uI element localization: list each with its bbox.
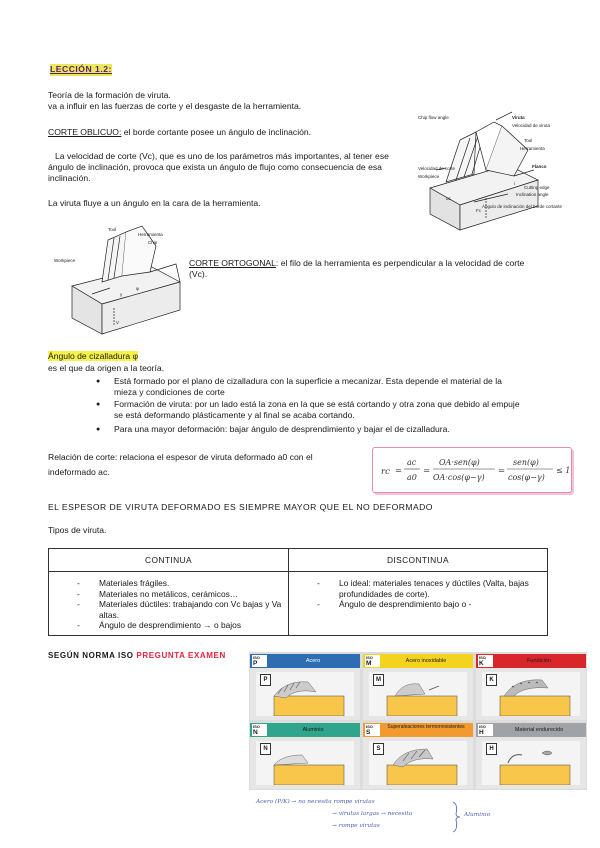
iso-material-label: Acero inoxidable xyxy=(405,658,447,664)
oblique-label-tool: Tool xyxy=(524,138,533,143)
espesor-statement: EL ESPESOR DE VIRUTA DEFORMADO ES SIEMPRE MAYOR QUE EL NO DEFORMADO xyxy=(48,502,433,512)
corte-ortogonal-text: : el filo de la herramienta es perpendicular a la velocidad de corte xyxy=(275,258,525,268)
cizalladura-bullet-1-line-1: Está formado por el plano de cizalladura con la superficie a mecanizar. Esta depende el material de la xyxy=(114,376,502,386)
cizalladura-title xyxy=(48,351,138,363)
corte-ortogonal-definition xyxy=(189,258,524,270)
orthogonal-label-tool: Tool xyxy=(108,227,117,232)
relacion-corte-formula xyxy=(372,447,572,493)
iso-cell-m xyxy=(363,654,473,720)
chip-illustration xyxy=(256,741,354,785)
iso-material-label: Material endurecido xyxy=(514,727,564,733)
oblique-label-chip-flow-angle: Chip flow angle xyxy=(418,115,449,120)
iso-label: ISO xyxy=(253,724,260,729)
cizalladura-bullet-2-line-1: Formación de viruta: por un lado está la zona en la que se está cortando y otra zona que debido al empuje xyxy=(114,399,520,409)
oblique-symbol-i: i xyxy=(514,181,515,186)
iso-label: ISO xyxy=(479,724,486,729)
chip-illustration xyxy=(256,672,354,716)
chip-illustration xyxy=(482,672,580,716)
column-header-continua: CONTINUA xyxy=(49,549,289,572)
iso-label: ISO xyxy=(366,724,373,729)
corte-oblicuo-term: CORTE OBLICUO: xyxy=(48,127,122,137)
formula-eq-2: = xyxy=(423,466,431,476)
list-item: - Lo ideal: materiales tenaces y dúctiles (Valta, bajas profundidades de corte). xyxy=(317,578,543,599)
list-item: - Materiales dúctiles: trabajando con Vc bajas y Va altas. xyxy=(77,599,284,620)
iso-letter-tag: M xyxy=(373,674,384,686)
list-item: - Ángulo de desprendimiento → o bajos xyxy=(77,620,284,631)
oblique-cutting-figure xyxy=(416,110,564,236)
oblique-symbol-fc: Fc xyxy=(476,208,481,213)
cizalladura-bullet-3-line-1: Para una mayor deformación: bajar ángulo de desprendimiento y bajar el de cizalladura. xyxy=(114,424,450,434)
iso-label: ISO xyxy=(366,655,373,660)
intro-line-2: va a influir en las fuerzas de corte y el desgaste de la herramienta. xyxy=(48,101,302,111)
formula-frac1-num: ac xyxy=(407,458,417,467)
iso-code: K xyxy=(479,660,484,667)
oblique-label-velocidad-corte: Velocidad de corte xyxy=(418,166,456,171)
cizalladura-title-text: Ángulo de cizalladura φ xyxy=(48,351,139,361)
iso-code-badge xyxy=(252,724,267,736)
iso-letter-tag: K xyxy=(486,674,497,686)
iso-material-label: Fundición xyxy=(527,658,551,664)
cizalladura-subtitle: es el que da origen a la teoría. xyxy=(48,363,165,373)
oblique-label-workpiece: Workpiece xyxy=(418,174,440,179)
orthogonal-label-chip: Chip xyxy=(148,240,158,245)
iso-code: N xyxy=(253,729,258,736)
continua-list xyxy=(49,572,288,635)
iso-material-label: Superaleaciones termorresistentes xyxy=(387,723,465,730)
list-item: - Ángulo de desprendimiento bajo o - xyxy=(317,599,543,610)
handwritten-brace-icon xyxy=(450,800,464,834)
formula-frac1-den: a0 xyxy=(407,473,417,482)
tipos-title: Tipos de viruta. xyxy=(48,525,107,535)
formula-tail: ≤ 1 xyxy=(556,466,571,475)
vc-para-line-2: ángulo de inclinación, provoca que exista un ángulo de flujo como consecuencia de esa xyxy=(48,162,382,172)
iso-cell-k xyxy=(476,654,586,720)
formula-svg xyxy=(373,448,571,492)
list-item: - Materiales no metálicos, cerámicos… xyxy=(77,589,284,600)
iso-code-badge xyxy=(365,655,380,667)
iso-code: P xyxy=(253,660,258,667)
corte-oblicuo-definition xyxy=(48,127,311,139)
discontinua-cell xyxy=(289,572,548,636)
vc-para-line-1: La velocidad de corte (Vc), que es uno de los parámetros más importantes, al tener ese xyxy=(55,151,389,161)
pregunta-examen-tag: PREGUNTA EXAMEN xyxy=(136,651,226,660)
iso-letter-tag: S xyxy=(373,743,384,755)
iso-code: S xyxy=(366,729,371,736)
oblique-label-cutting-edge: Cutting edge xyxy=(524,185,550,190)
intro-line-1: Teoría de la formación de viruta. xyxy=(48,90,171,100)
handwritten-note-line-1: Acero (P/K) → no necesita rompe virutas xyxy=(256,799,375,805)
iso-code-badge xyxy=(252,655,267,667)
iso-label: ISO xyxy=(479,655,486,660)
iso-code-badge xyxy=(478,655,493,667)
iso-cell-h xyxy=(476,723,586,789)
chip-illustration xyxy=(369,672,467,716)
chip-illustration xyxy=(482,741,580,785)
oblique-label-inclination-angle: Inclination angle xyxy=(516,192,549,197)
oblique-label-viruta: Viruta xyxy=(512,115,525,120)
iso-letter-tag: P xyxy=(260,674,271,686)
oblique-label-angulo-inclinacion: Ángulo de inclinación del borde cortante xyxy=(482,204,563,209)
orthogonal-cutting-figure xyxy=(52,222,188,340)
iso-code-badge xyxy=(365,724,380,736)
norma-iso-heading xyxy=(48,650,226,662)
iso-material-label: Acero xyxy=(305,658,321,664)
formula-lhs: rc xyxy=(381,467,390,477)
orthogonal-label-workpiece: Workpiece xyxy=(54,258,76,263)
iso-code: H xyxy=(479,729,484,736)
orthogonal-symbol-v: V xyxy=(116,320,120,325)
tipos-viruta-table xyxy=(48,548,548,636)
iso-code: M xyxy=(366,660,372,667)
relacion-line-2: indeformado ac. xyxy=(48,467,110,477)
iso-label: ISO xyxy=(253,655,260,660)
iso-code-badge xyxy=(478,724,493,736)
norma-prefix: SEGÚN NORMA ISO xyxy=(48,651,137,660)
cizalladura-bullet-1-line-2: mieza y condiciones de corte xyxy=(114,387,225,397)
iso-material-label: Aluminio xyxy=(302,727,324,733)
bullet-dot-icon: ● xyxy=(96,401,101,408)
oblique-label-flanco: Flanco xyxy=(532,164,547,169)
iso-material-grid xyxy=(249,652,587,790)
oblique-label-herramienta: Herramienta xyxy=(520,146,545,151)
handwritten-note-line-2: → virutas largas → necesita xyxy=(332,811,413,817)
bullet-dot-icon: ● xyxy=(96,378,101,385)
continua-cell xyxy=(49,572,289,636)
cizalladura-bullet-2-line-2: se está deformando plásticamente y al final se acaba cortando. xyxy=(114,410,355,420)
corte-oblicuo-text: el borde cortante posee un ángulo de inclinación. xyxy=(121,127,312,137)
formula-eq-3: = xyxy=(498,466,506,476)
handwritten-note-side: Aluminio xyxy=(464,812,491,818)
vc-para-line-3: inclinación. xyxy=(48,173,91,183)
viruta-fluye-line: La viruta fluye a un ángulo en la cara de la herramienta. xyxy=(48,198,261,208)
orthogonal-symbol-gamma: γ xyxy=(120,292,123,297)
formula-frac3-den: cos(φ−γ) xyxy=(508,473,545,482)
formula-frac2-den: OA·cos(φ−γ) xyxy=(433,473,485,482)
orthogonal-label-herramienta: Herramienta xyxy=(138,232,163,237)
handwritten-note-line-3: → rompe virutas xyxy=(332,823,380,829)
corte-ortogonal-line-2: (Vc). xyxy=(189,269,208,279)
formula-frac2-num: OA·sen(φ) xyxy=(439,458,480,467)
oblique-label-velocidad-viruta: Velocidad de viruta xyxy=(512,123,551,128)
column-header-discontinua: DISCONTINUA xyxy=(289,549,548,572)
lesson-title: LECCIÓN 1.2: xyxy=(50,64,112,74)
list-item: - Materiales frágiles. xyxy=(77,578,284,589)
oblique-symbol-ac: αc xyxy=(446,196,451,201)
iso-letter-tag: H xyxy=(486,743,497,755)
iso-cell-n xyxy=(250,723,360,789)
bullet-dot-icon: ● xyxy=(96,426,101,433)
iso-letter-tag: N xyxy=(260,743,271,755)
chip-illustration xyxy=(369,741,467,785)
iso-cell-p xyxy=(250,654,360,720)
corte-ortogonal-term: CORTE ORTOGONAL xyxy=(189,258,276,268)
discontinua-list xyxy=(289,572,547,614)
orthogonal-symbol-phi: φ xyxy=(136,286,139,291)
formula-eq: = xyxy=(395,466,403,476)
formula-frac3-num: sen(φ) xyxy=(513,458,539,467)
iso-cell-s xyxy=(363,723,473,789)
relacion-line-1: Relación de corte: relaciona el espesor de viruta deformado a0 con el xyxy=(48,452,313,462)
